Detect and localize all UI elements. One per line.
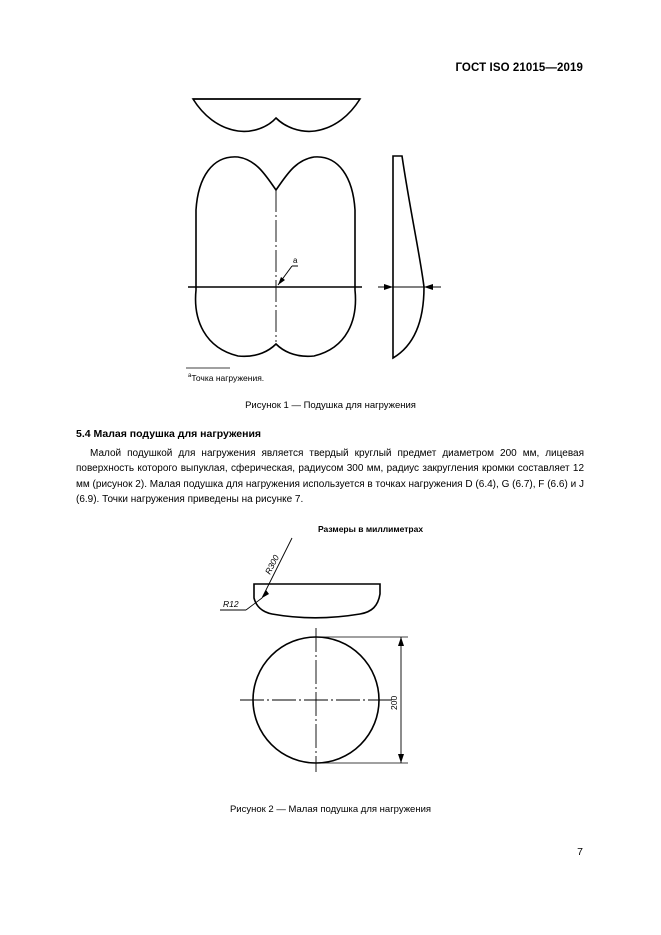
cushion-side-profile bbox=[393, 156, 424, 358]
label-r300: R300 bbox=[262, 553, 282, 576]
cushion-side-section bbox=[193, 99, 360, 131]
label-200: 200 bbox=[389, 695, 399, 710]
small-cushion-section bbox=[254, 584, 380, 618]
dimensions-note: Размеры в миллиметрах bbox=[318, 524, 424, 534]
section-title: 5.4 Малая подушка для нагружения bbox=[76, 428, 262, 440]
figure1-footnote bbox=[188, 373, 264, 383]
figure1-drawing bbox=[0, 0, 661, 400]
cushion-plan-outline bbox=[196, 157, 356, 356]
label-r12: R12 bbox=[223, 599, 239, 609]
footnote-marker: a bbox=[188, 373, 192, 380]
page-number: 7 bbox=[577, 846, 583, 858]
figure2-caption: Рисунок 2 — Малая подушка для нагружения bbox=[229, 804, 432, 815]
figure1-caption: Рисунок 1 — Подушка для нагружения bbox=[245, 400, 416, 411]
document-header: ГОСТ ISO 21015—2019 bbox=[455, 62, 583, 74]
section-paragraph: Малой подушкой для нагружения является твердый круглый предмет диаметром 200 мм, лицевая поверхность которого выпуклая, сферическая, радиусом 300 мм, радиус закругления кромки составляет 12 мм (рисунок 2). Малая подушка для нагружения используется в точках нагружения D (6.4), G (6.7), F (6.6) и J (6.9). Точки нагружения приведены на рисунке 7. bbox=[76, 448, 584, 506]
footnote-text: Точка нагружения. bbox=[191, 373, 265, 383]
figure2-drawing bbox=[0, 520, 661, 790]
marker-a: a bbox=[293, 256, 298, 265]
